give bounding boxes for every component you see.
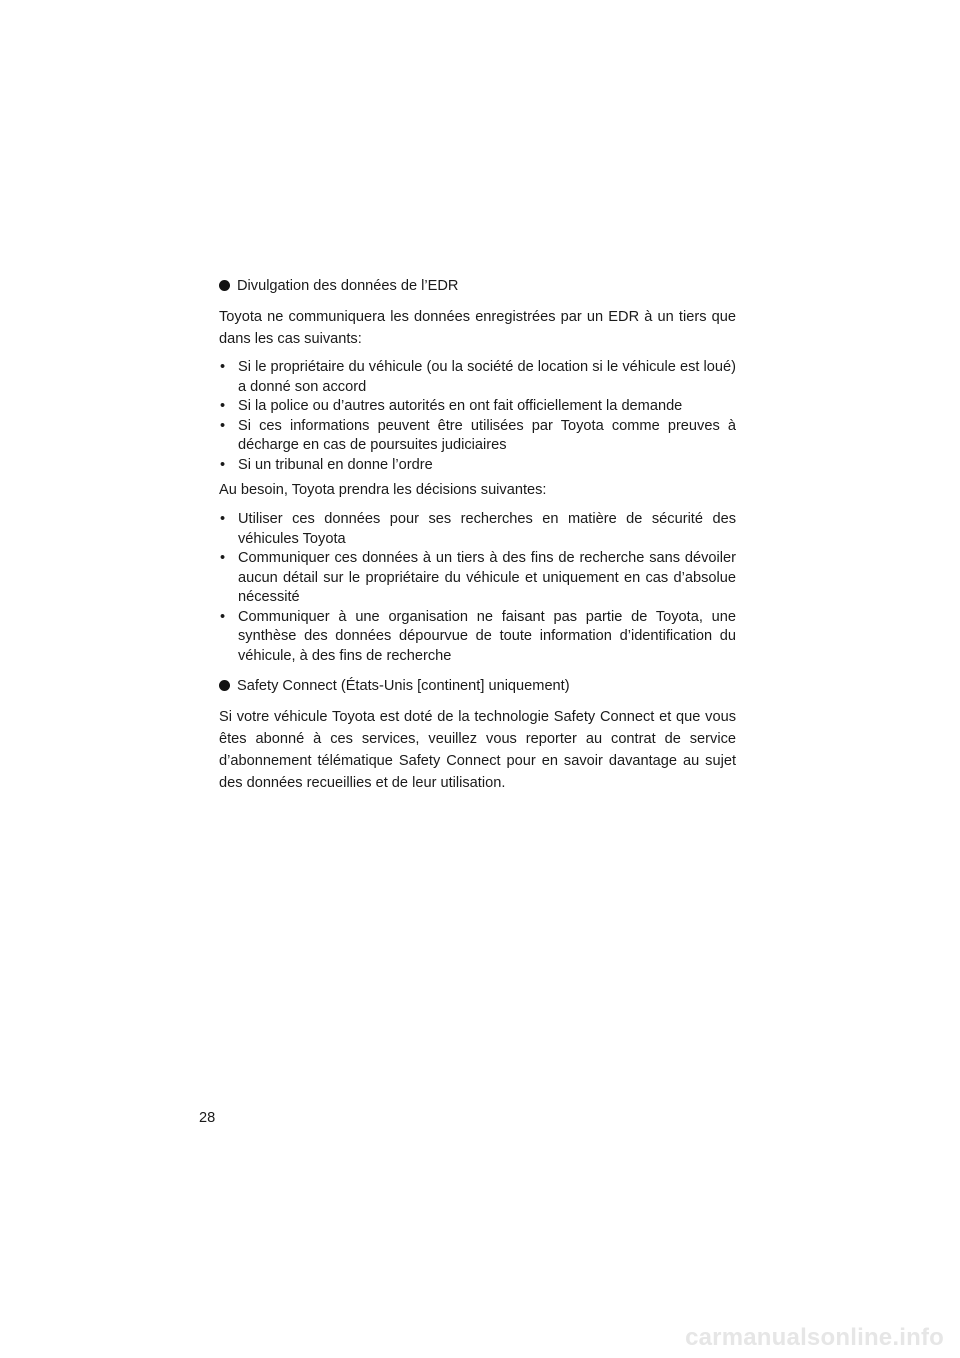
- circle-bullet-icon: [219, 680, 230, 691]
- list-item: • Utiliser ces données pour ses recherches en matière de sécurité des véhicules Toyota: [220, 511, 736, 547]
- page-content: [219, 276, 736, 802]
- list-item: • Communiquer ces données à un tiers à des fins de recherche sans dévoiler aucun détail sur le propriétaire du véhicule et uniquement en cas d’absolue nécessité: [220, 550, 736, 605]
- toyota-decisions-list: [219, 510, 736, 666]
- section-heading-edr-disclosure: [219, 276, 736, 296]
- list-item: • Si la police ou d’autres autorités en ont fait officiellement la demande: [220, 398, 683, 414]
- watermark-logo: carmanualsonline.info: [685, 1324, 944, 1351]
- heading-text: Safety Connect (États-Unis [continent] uniquement): [237, 678, 570, 694]
- page-number: 28: [199, 1110, 216, 1126]
- disclosure-conditions-list: [219, 358, 736, 475]
- list-item: • Si un tribunal en donne l’ordre: [220, 456, 433, 473]
- circle-bullet-icon: [219, 280, 230, 291]
- safety-connect-paragraph: Si votre véhicule Toyota est doté de la technologie Safety Connect et que vous êtes abonné à ces services, veuillez vous reporter au contrat de service d’abonnement télématique Safety Connect pour en savoir davantage au sujet des données recueillies et de leur utilisation.: [219, 709, 736, 791]
- list-item: • Si ces informations peuvent être utilisées par Toyota comme preuves à décharge en cas de poursuites judiciaires: [220, 417, 736, 453]
- intro-paragraph: Toyota ne communiquera les données enregistrées par un EDR à un tiers que dans les cas suivants:: [219, 309, 736, 347]
- list-item: • Si le propriétaire du véhicule (ou la société de location si le véhicule est loué) a donné son accord: [220, 359, 736, 395]
- heading-text: Divulgation des données de l’EDR: [237, 278, 459, 294]
- section-heading-safety-connect: [219, 676, 736, 696]
- list-item: • Communiquer à une organisation ne faisant pas partie de Toyota, une synthèse des données dépourvue de toute information d’identification du véhicule, à des fins de recherche: [220, 608, 736, 664]
- intro-paragraph-2: Au besoin, Toyota prendra les décisions suivantes:: [219, 482, 547, 498]
